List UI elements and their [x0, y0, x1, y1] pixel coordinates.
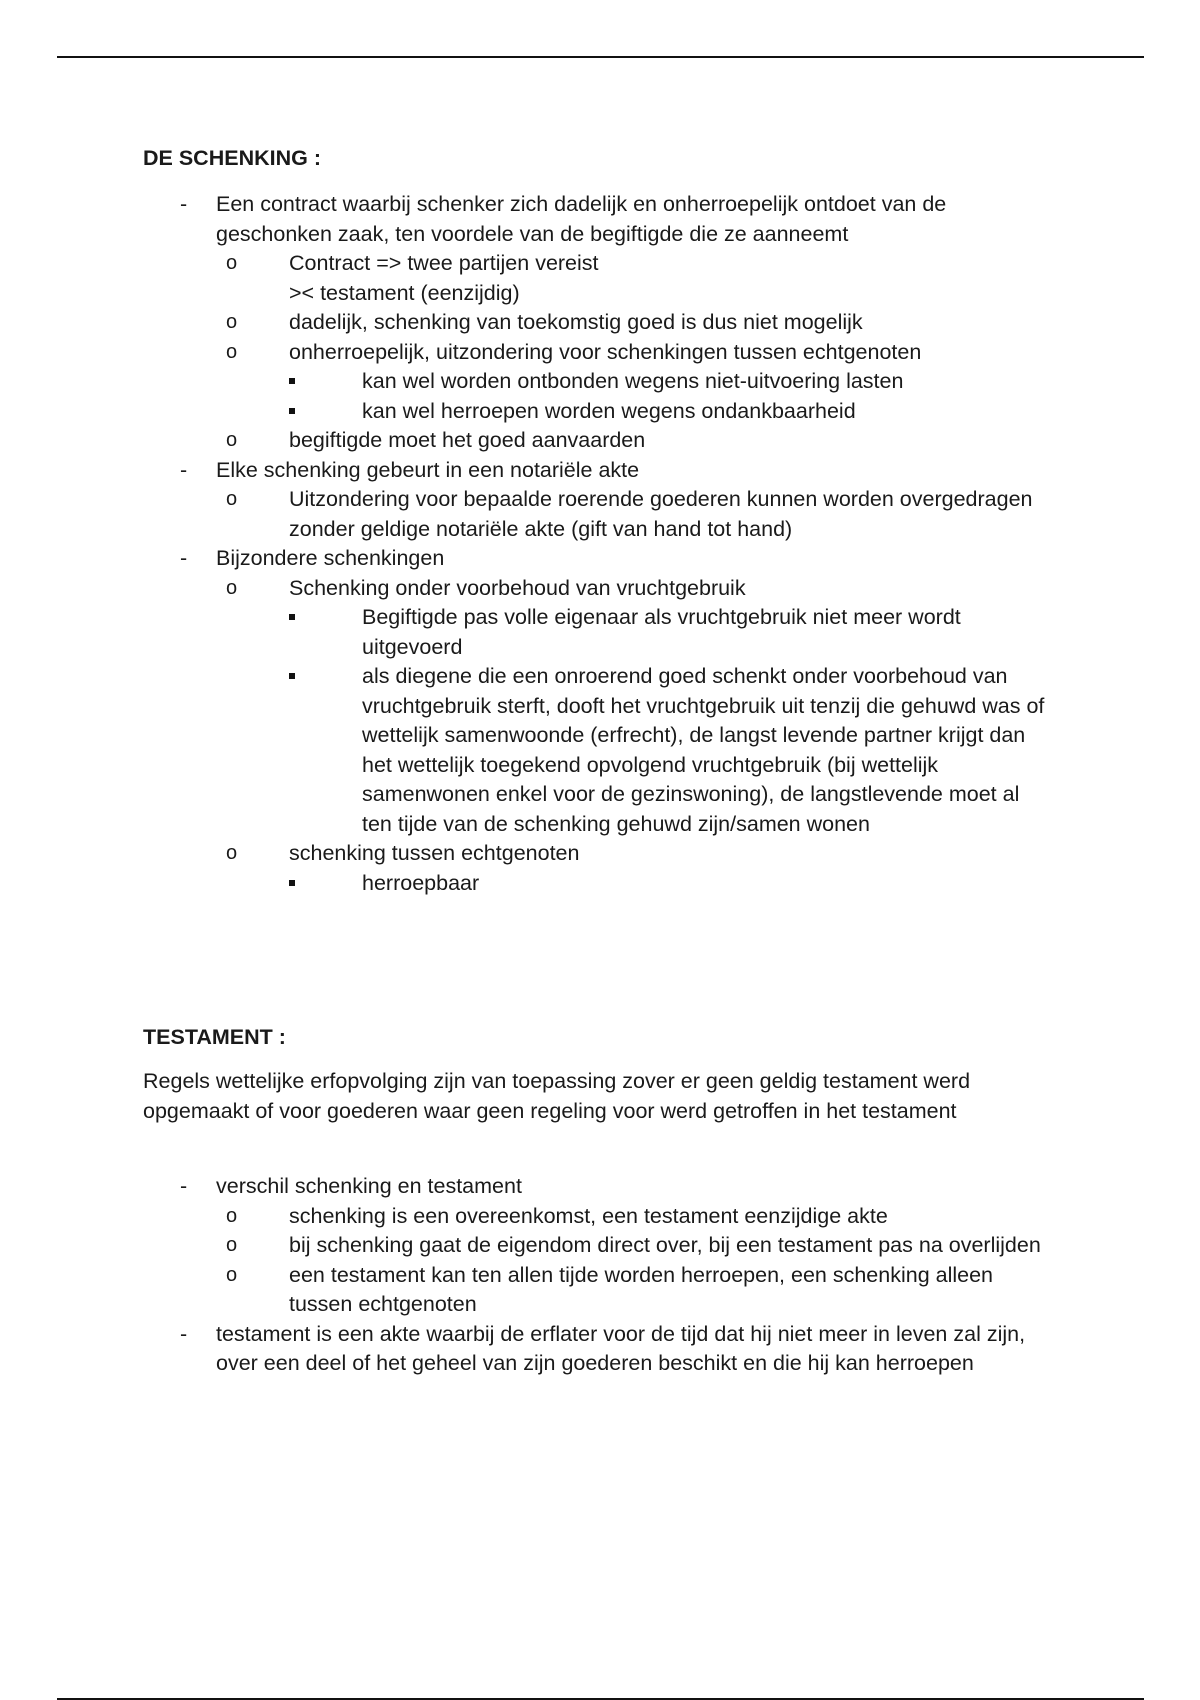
dash-marker: -	[180, 1321, 188, 1346]
square-bullet-icon	[289, 614, 295, 620]
square-bullet-icon	[289, 378, 295, 384]
section-heading-schenking: DE SCHENKING :	[143, 146, 321, 170]
list-item: kan wel herroepen worden wegens ondankbaarheid	[289, 397, 1053, 427]
testament-list	[143, 1172, 1053, 1379]
circle-marker: o	[226, 1234, 238, 1256]
list-item: o onherroepelijk, uitzondering voor schenkingen tussen echtgenoten kan wel worden ontbonden wegens niet-uitvoering lasten kan wel herroepen worden wegens ondankbaarheid	[216, 338, 1053, 427]
list-item: Begiftigde pas volle eigenaar als vruchtgebruik niet meer wordt uitgevoerd	[289, 603, 1053, 662]
list-item: kan wel worden ontbonden wegens niet-uitvoering lasten	[289, 367, 1053, 397]
section-heading-testament: TESTAMENT :	[143, 1025, 286, 1049]
circle-marker: o	[226, 429, 238, 451]
list-item: - verschil schenking en testament o schenking is een overeenkomst, een testament eenzijdige akte o bij schenking gaat de eigendom direct over, bij een testament pas na overlijden o een testament kan ten allen tijde worden herroepen, een schenking alleen tussen echtgenoten	[143, 1172, 1053, 1320]
dash-marker: -	[180, 192, 188, 216]
list-item: o een testament kan ten allen tijde worden herroepen, een schenking alleen tussen echtgenoten	[226, 1262, 994, 1316]
list-item: als diegene die een onroerend goed schenkt onder voorbehoud van vruchtgebruik sterft, dooft het vruchtgebruik uit tenzij die gehuwd was of wettelijk samenwoonde (erfrecht), de langst levende partner krijgt dan het wettelijk toegekend opvolgend vruchtgebruik (bij wettelijk samenwonen enkel voor de gezinswoning), de langstlevende moet al ten tijde van de schenking gehuwd zijn/samen wonen	[289, 662, 1053, 839]
circle-marker: o	[226, 842, 238, 864]
list-item: o Schenking onder voorbehoud van vruchtgebruik Begiftigde pas volle eigenaar als vruchtgebruik niet meer wordt uitgevoerd als diegene die een onroerend goed schenkt onder voorbehoud van vruchtgebruik sterft, dooft het vruchtgebruik uit tenzij die gehuwd was of wettelijk samenwoonde (erfrecht), de langst levende partner krijgt dan het wettelijk toegekend opvolgend vruchtgebruik (bij wettelijk samenwonen enkel voor de gezinswoning), de langstlevende moet al ten tijde van de schenking gehuwd zijn/samen wonen	[216, 574, 1053, 840]
list-item: - Een contract waarbij schenker zich dadelijk en onherroepelijk ontdoet van de geschonken zaak, ten voordele van de begiftigde die ze aanneemt o Contract => twee partijen vereist >< testament (eenzijdig) o dadelijk, schenking van toekomstig goed is dus niet mogelijk o onherroepelijk, uitzondering voor schenkingen tussen echtgenoten kan wel worden ontbonden wegens niet-uitvoering lasten kan wel herroepen worden wegens ondankbaarheid o begiftigde moet het goed aanvaarden	[143, 190, 1053, 456]
header-rule	[57, 56, 1144, 58]
circle-marker: o	[226, 1263, 238, 1286]
list-item: o Uitzondering voor bepaalde roerende goederen kunnen worden overgedragen zonder geldige notariële akte (gift van hand tot hand)	[226, 487, 1033, 541]
list-item: - testament is een akte waarbij de erflater voor de tijd dat hij niet meer in leven zal zijn, over een deel of het geheel van zijn goederen beschikt en die hij kan herroepen	[180, 1321, 1026, 1375]
list-item: o Contract => twee partijen vereist >< testament (eenzijdig)	[226, 251, 599, 305]
square-bullet-icon	[289, 880, 295, 886]
circle-marker: o	[226, 252, 238, 274]
circle-marker: o	[226, 1204, 238, 1227]
list-item: o begiftigde moet het goed aanvaarden	[216, 426, 1053, 456]
dash-marker: -	[180, 457, 188, 482]
circle-marker: o	[226, 488, 238, 510]
square-bullet-icon	[289, 408, 295, 414]
list-item: o schenking tussen echtgenoten herroepbaar	[216, 839, 1053, 898]
list-item: o dadelijk, schenking van toekomstig goed is dus niet mogelijk	[216, 308, 1053, 338]
list-item: - Elke schenking gebeurt in een notariële akte o Uitzondering voor bepaalde roerende goederen kunnen worden overgedragen zonder geldige notariële akte (gift van hand tot hand)	[143, 456, 1053, 545]
list-item: herroepbaar	[289, 869, 1053, 899]
circle-marker: o	[226, 576, 238, 599]
schenking-list	[143, 190, 1053, 898]
dash-marker: -	[180, 1174, 188, 1198]
square-bullet-icon	[289, 673, 295, 679]
testament-intro: Regels wettelijke erfopvolging zijn van toepassing zover er geen geldig testament werd opgemaakt of voor goederen waar geen regeling voor werd getroffen in het testament	[143, 1069, 971, 1123]
list-item: o schenking is een overeenkomst, een testament eenzijdige akte	[216, 1202, 1053, 1232]
dash-marker: -	[180, 546, 188, 570]
circle-marker: o	[226, 311, 238, 333]
list-item: - Bijzondere schenkingen o Schenking onder voorbehoud van vruchtgebruik Begiftigde pas volle eigenaar als vruchtgebruik niet meer wordt uitgevoerd als diegene die een onroerend goed schenkt onder voorbehoud van vruchtgebruik sterft, dooft het vruchtgebruik uit tenzij die gehuwd was of wettelijk samenwoonde (erfrecht), de langst levende partner krijgt dan het wettelijk toegekend opvolgend vruchtgebruik (bij wettelijk samenwonen enkel voor de gezinswoning), de langstlevende moet al ten tijde van de schenking gehuwd zijn/samen wonen o schenking tussen echtgenoten herroepbaar	[143, 544, 1053, 898]
circle-marker: o	[226, 340, 238, 363]
list-item: o bij schenking gaat de eigendom direct over, bij een testament pas na overlijden	[216, 1231, 1053, 1261]
